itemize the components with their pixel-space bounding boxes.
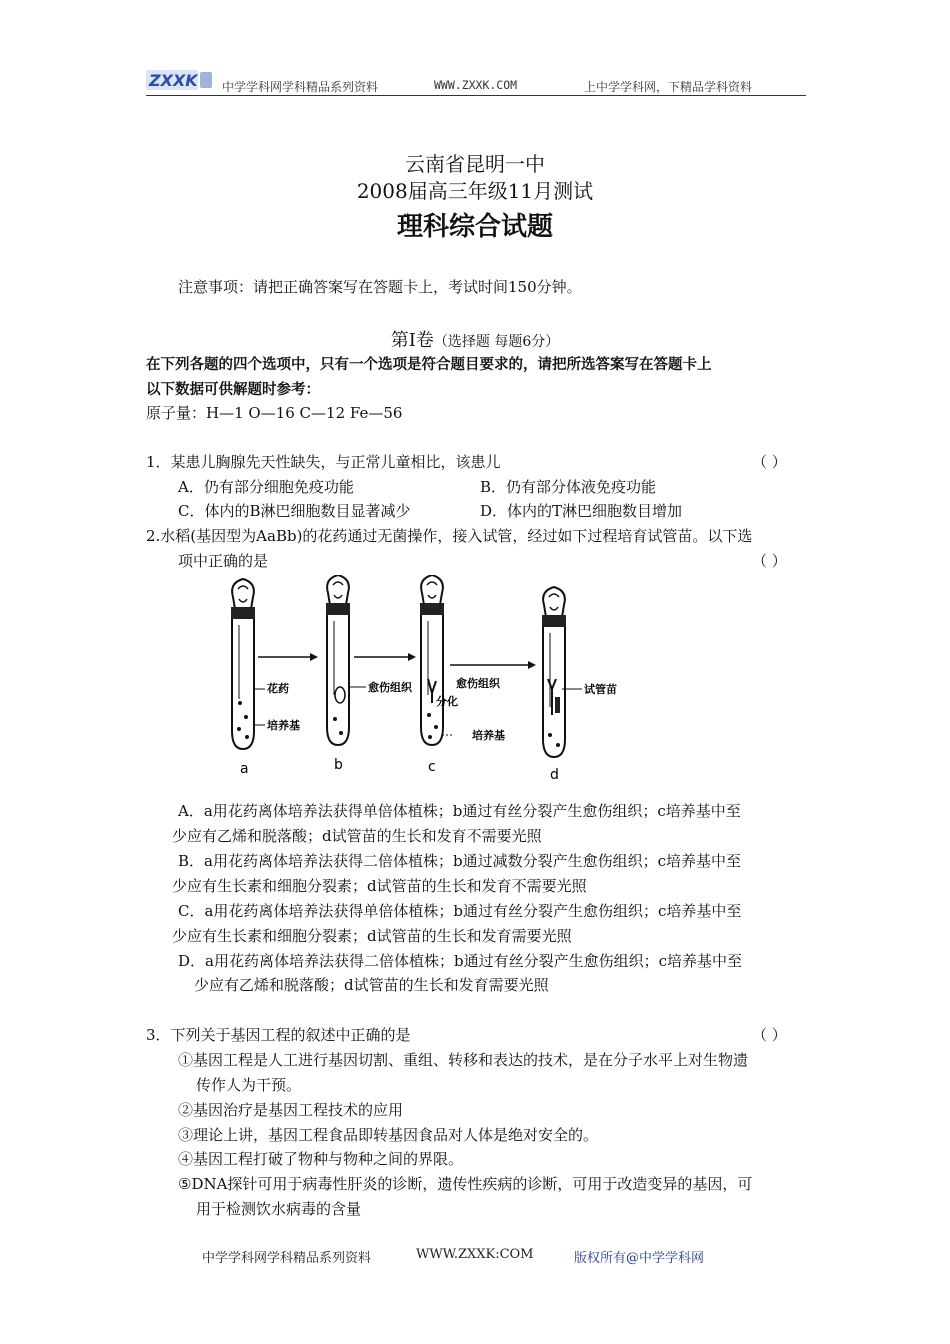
q2-stem-line1: 2.水稻(基因型为AaBb)的花药通过无菌操作，接入试管，经过如下过程培育试管苗。以下选 bbox=[146, 527, 753, 545]
zxxk-logo bbox=[146, 68, 214, 92]
tube-label-a: a bbox=[240, 761, 249, 777]
footer-copyright-link[interactable]: 版权所有@中学学科网 bbox=[574, 1251, 705, 1266]
atomic-mass: 原子量：H—1 O—16 C—12 Fe—56 bbox=[146, 404, 403, 422]
q1-stem: 1．某患儿胸腺先天性缺失，与正常儿童相比，该患儿 bbox=[146, 453, 501, 471]
q3-item-1-line2: 传作人为干预。 bbox=[196, 1076, 302, 1094]
label-seedling: 试管苗 bbox=[584, 683, 617, 696]
tube-label-b: b bbox=[334, 757, 343, 773]
tube-label-c: c bbox=[428, 759, 436, 775]
q2-option-c-line1: C．a用花药离体培养法获得单倍体植株；b通过有丝分裂产生愈伤组织；c培养基中至 bbox=[178, 902, 742, 920]
q3-item-5-line2: 用于检测饮水病毒的含量 bbox=[196, 1200, 362, 1218]
label-medium-1: 培养基 bbox=[267, 719, 300, 732]
section-instruction: 在下列各题的四个选项中，只有一个选项是符合题目要求的，请把所选答案写在答题卡上 bbox=[146, 357, 712, 373]
q3-item-2: ②基因治疗是基因工程技术的应用 bbox=[178, 1101, 404, 1119]
tube-c bbox=[420, 575, 454, 745]
q2-option-b-line2: 少应有生长素和细胞分裂素；d试管苗的生长和发育不需要光照 bbox=[172, 877, 587, 895]
label-differentiation: 分化 bbox=[436, 695, 458, 708]
q2-option-c-line2: 少应有生长素和细胞分裂素；d试管苗的生长和发育需要光照 bbox=[172, 927, 572, 945]
q2-option-a-line1: A．a用花药离体培养法获得单倍体植株；b通过有丝分裂产生愈伤组织；c培养基中至 bbox=[178, 802, 741, 820]
q3-stem: 3．下列关于基因工程的叙述中正确的是 bbox=[146, 1026, 411, 1044]
q3-item-5-line1: ⑤DNA探针可用于病毒性肝炎的诊断，遗传性疾病的诊断，可用于改造变异的基因，可 bbox=[178, 1175, 753, 1193]
label-callus-1: 愈伤组织 bbox=[368, 681, 412, 694]
q1-option-d: D．体内的T淋巴细胞数目增加 bbox=[480, 502, 683, 520]
footer-left: 中学学科网学科精品系列资料 bbox=[202, 1251, 372, 1266]
school-title: 云南省昆明一中 bbox=[405, 152, 545, 176]
exam-title: 2008届高三年级11月测试 bbox=[356, 179, 594, 203]
header-left: 中学学科网学科精品系列资料 bbox=[222, 80, 379, 94]
label-anther: 花药 bbox=[267, 682, 289, 695]
q1-option-a: A．仍有部分细胞免疫功能 bbox=[178, 478, 354, 496]
q3-item-1-line1: ①基因工程是人工进行基因切割、重组、转移和表达的技术，是在分子水平上对生物遗 bbox=[178, 1051, 749, 1069]
section-heading bbox=[0, 326, 950, 352]
tube-b bbox=[326, 575, 366, 745]
logo-text: ZXXK bbox=[149, 71, 198, 90]
q2-option-d-line1: D．a用花药离体培养法获得二倍体植株；b通过有丝分裂产生愈伤组织；c培养基中至 bbox=[178, 952, 742, 970]
tube-d bbox=[542, 587, 582, 757]
tissue-culture-figure bbox=[210, 575, 650, 785]
label-callus-2: 愈伤组织 bbox=[456, 677, 500, 690]
notice: 注意事项：请把正确答案写在答题卡上，考试时间150分钟。 bbox=[178, 278, 582, 296]
header-rule bbox=[146, 95, 806, 96]
q2-stem-line2: 项中正确的是 bbox=[178, 552, 269, 570]
q1-answer-paren: （ ） bbox=[752, 453, 787, 471]
header-url[interactable]: WWW.ZXXK.COM bbox=[434, 78, 518, 92]
footer-url[interactable]: WWW.ZXXK:COM bbox=[416, 1247, 534, 1262]
q3-answer-paren: （ ） bbox=[752, 1026, 787, 1044]
subject-title: 理科综合试题 bbox=[396, 212, 553, 242]
q2-answer-paren: （ ） bbox=[752, 552, 787, 570]
q1-option-c: C．体内的B淋巴细胞数目显著减少 bbox=[178, 502, 411, 520]
q3-item-4: ④基因工程打破了物种与物种之间的界限。 bbox=[178, 1150, 464, 1168]
section-subtitle: （选择题 每题6分） bbox=[433, 334, 560, 350]
tube-label-d: d bbox=[550, 767, 559, 783]
q3-item-3: ③理论上讲，基因工程食品即转基因食品对人体是绝对安全的。 bbox=[178, 1126, 599, 1144]
q2-option-b-line1: B．a用花药离体培养法获得二倍体植株；b通过减数分裂产生愈伤组织；c培养基中至 bbox=[178, 852, 741, 870]
label-medium-2: 培养基 bbox=[472, 729, 505, 742]
section-data-note: 以下数据可供解题时参考： bbox=[146, 382, 320, 398]
q2-option-a-line2: 少应有乙烯和脱落酸；d试管苗的生长和发育不需要光照 bbox=[172, 827, 542, 845]
q2-option-d-line2: 少应有乙烯和脱落酸；d试管苗的生长和发育需要光照 bbox=[194, 976, 549, 994]
section-title: 第Ⅰ卷 bbox=[390, 330, 434, 351]
tube-a bbox=[231, 579, 265, 749]
header-right: 上中学学科网，下精品学科资料 bbox=[584, 80, 753, 94]
q1-option-b: B．仍有部分体液免疫功能 bbox=[480, 478, 657, 496]
